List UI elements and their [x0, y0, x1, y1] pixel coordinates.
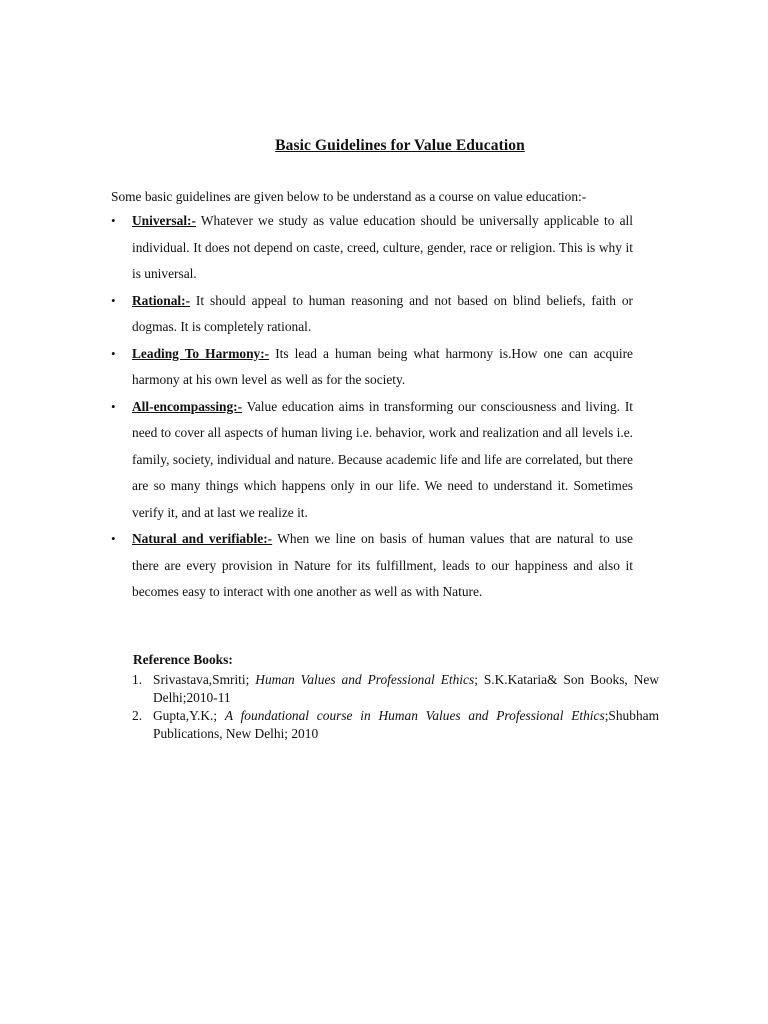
reference-author: Gupta,Y.K.;: [153, 708, 225, 723]
reference-item: [132, 671, 659, 707]
reference-publisher: ;Shubham Publications, New Delhi; 2010: [153, 708, 659, 741]
guideline-text: When we line on basis of human values that are natural to use there are every provision in Nature for its fulfillment, leads to our happiness and also it becomes easy to interact with one another as well as with Nature.: [132, 531, 634, 599]
reference-publisher: ; S.K.Kataria& Son Books, New Delhi;2010-11: [153, 672, 659, 705]
guideline-harmony: [111, 341, 633, 394]
reference-number: 2.: [132, 708, 143, 723]
bullet-icon: •: [111, 345, 116, 361]
guideline-text: It should appeal to human reasoning and not based on blind beliefs, faith or dogmas. It is completely rational.: [132, 292, 633, 334]
intro-paragraph: Some basic guidelines are given below to be understand as a course on value education:-: [111, 189, 587, 204]
guideline-text: Whatever we study as value education should be universally applicable to all individual. It does not depend on caste, creed, culture, gender, race or religion. This is why it is universal.: [132, 213, 633, 281]
reference-title: Human Values and Professional Ethics: [255, 672, 475, 687]
bullet-icon: •: [111, 531, 116, 546]
reference-author: Srivastava,Smriti;: [153, 672, 256, 687]
guideline-term: Natural and verifiable:-: [132, 531, 273, 546]
guideline-text: Its lead a human being what harmony is.How one can acquire harmony at his own level as well as for the society.: [132, 345, 633, 387]
guideline-term: Universal:-: [132, 213, 196, 228]
references-heading: Reference Books:: [133, 652, 233, 667]
guideline-term: Rational:-: [132, 292, 191, 308]
bullet-icon: •: [111, 213, 116, 228]
bullet-icon: •: [111, 398, 116, 414]
guideline-natural-verifiable: [111, 526, 633, 606]
bullet-icon: •: [111, 292, 116, 308]
guideline-all-encompassing: [111, 394, 633, 527]
page-title: Basic Guidelines for Value Education: [275, 137, 525, 154]
references-list: [132, 671, 659, 743]
guideline-text: Value education aims in transforming our consciousness and living. It need to cover all aspects of human living i.e. behavior, work and realization and all levels i.e. family, society, individual and nature. Because academic life and life are correlated, but there are so many things which happens only in our life. We need to understand it. Sometimes verify it, and at last we realize it.: [132, 398, 633, 520]
guideline-universal: [111, 208, 633, 288]
reference-number: 1.: [132, 672, 143, 687]
reference-title: A foundational course in Human Values and Professional Ethics: [224, 708, 605, 723]
guideline-term: All-encompassing:-: [132, 398, 243, 414]
reference-item: [132, 707, 659, 743]
guideline-term: Leading To Harmony:-: [132, 345, 270, 361]
guidelines-list: [111, 208, 633, 606]
guideline-rational: [111, 288, 633, 341]
